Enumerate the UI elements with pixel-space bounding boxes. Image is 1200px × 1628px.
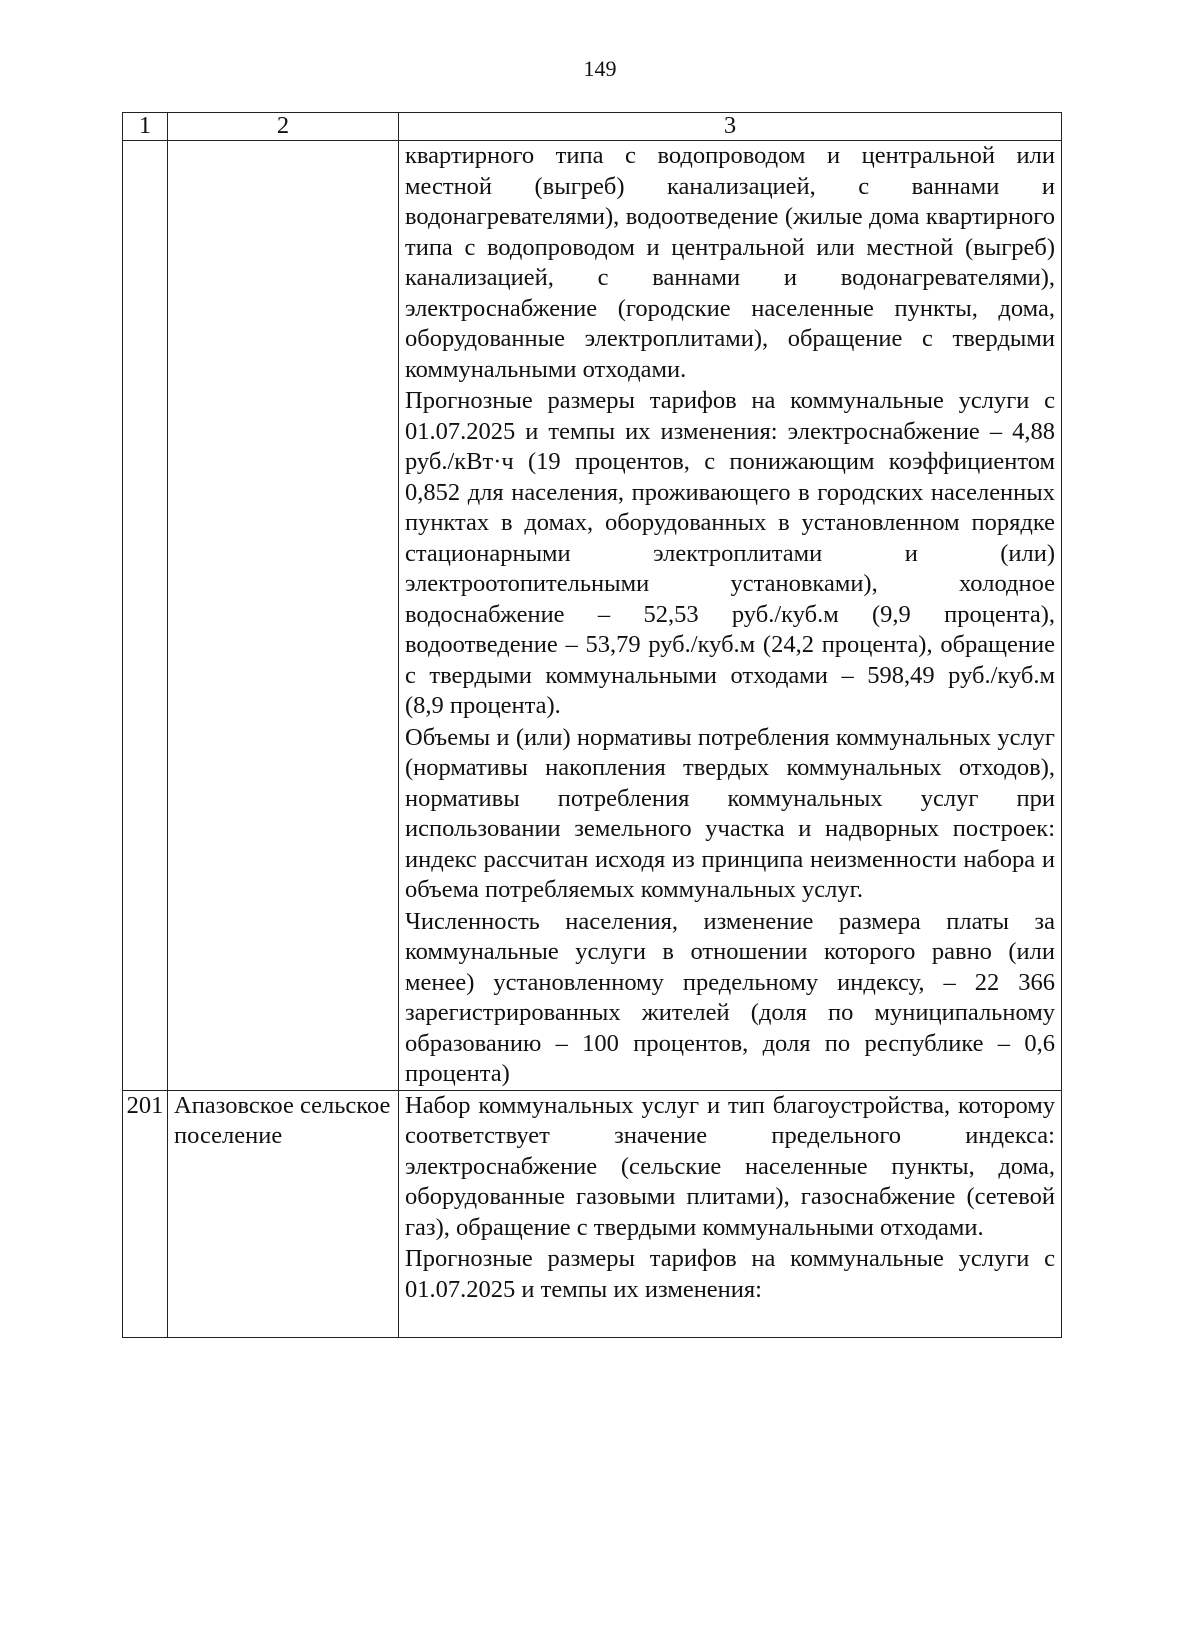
row-number-cell: 201 [123, 1090, 168, 1337]
description-cell [399, 1090, 1062, 1337]
tariff-table [122, 112, 1062, 1338]
norms-paragraph: Объемы и (или) нормативы потребления коммунальных услуг (нормативы накопления твердых коммунальных отходов), нормативы потребления коммунальных услуг при использовании земельного участка и надворных построек: индекс рассчитан исходя из принципа неизменности набора и объема потребляемых коммунальных услуг. [405, 723, 1055, 903]
table-header-row [123, 113, 1062, 141]
column-header-1: 1 [123, 113, 168, 141]
description-cell [399, 141, 1062, 1091]
tariffs-paragraph: Прогнозные размеры тарифов на коммунальные услуги с 01.07.2025 и темпы их изменения: электроснабжение – 4,88 руб./кВт·ч (19 процентов, с понижающим коэффициентом 0,852 для населения, проживающего в городских населенных пунктах в домах, оборудованных в установленном порядке стационарными электроплитами и (или) электроотопительными установками), холодное водоснабжение – 52,53 руб./куб.м (9,9 процента), водоотведение – 53,79 руб./куб.м (24,2 процента), обращение с твердыми коммунальными отходами – 598,49 руб./куб.м (8,9 процента). [405, 387, 1055, 719]
services-paragraph: Набор коммунальных услуг и тип благоустройства, которому соответствует значение предельного индекса: электроснабжение (сельские населенные пункты, дома, оборудованные газовыми плитами), газоснабжение (сетевой газ), обращение с твердыми коммунальными отходами. [405, 1091, 1055, 1241]
tariffs-paragraph: Прогнозные размеры тарифов на коммунальные услуги с 01.07.2025 и темпы их изменения: [405, 1245, 1055, 1303]
table-row [123, 1090, 1062, 1337]
services-paragraph: квартирного типа с водопроводом и центральной или местной (выгреб) канализацией, с ваннами и водонагревателями), водоотведение (жилые дома квартирного типа с водопроводом и центральной или местной (выгреб) канализацией, с ваннами и водонагревателями), электроснабжение (городские населенные пункты, дома, оборудованные электроплитами), обращение с твердыми коммунальными отходами. [405, 142, 1055, 383]
table-row [123, 141, 1062, 1091]
settlement-name-cell: Апазовское сельское поселение [168, 1090, 399, 1337]
row-number-cell [123, 141, 168, 1091]
page-number: 149 [583, 56, 617, 81]
population-paragraph: Численность населения, изменение размера платы за коммунальные услуги в отношении которого равно (или менее) установленному предельному индексу, – 22 366 зарегистрированных жителей (доля по муниципальному образованию – 100 процентов, доля по республике – 0,6 процента) [405, 907, 1055, 1087]
settlement-name-cell [168, 141, 399, 1091]
column-header-3: 3 [399, 113, 1062, 141]
column-header-2: 2 [168, 113, 399, 141]
